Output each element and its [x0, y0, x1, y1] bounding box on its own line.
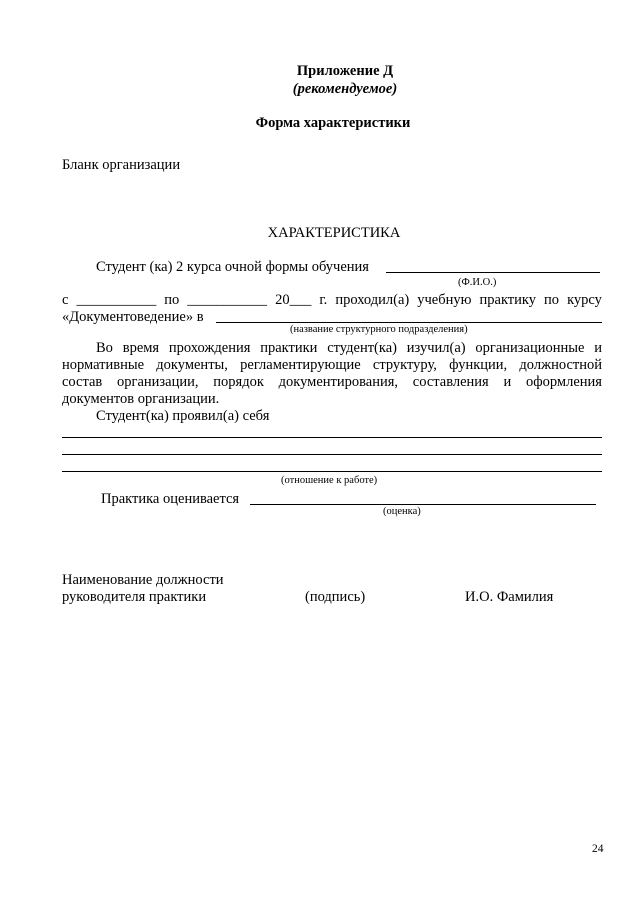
attitude-blank-line-3	[62, 471, 602, 472]
study-paragraph-line-2: нормативные документы, регламентирующие структуру, функции, должностной	[62, 357, 602, 373]
signature-hint: (подпись)	[305, 589, 366, 605]
position-label-line-2: руководителя практики	[62, 589, 207, 605]
name-hint: И.О. Фамилия	[465, 589, 554, 605]
study-paragraph-line-4: документов организации.	[62, 391, 220, 407]
showed-self-text: Студент(ка) проявил(а) себя	[96, 408, 270, 424]
attitude-blank-line-2	[62, 454, 602, 455]
recommended-label: (рекомендуемое)	[292, 81, 398, 97]
attitude-blank-line-1	[62, 437, 602, 438]
unit-blank-line	[216, 322, 602, 323]
grade-text: Практика оценивается	[101, 491, 240, 507]
study-paragraph-line-1: Во время прохождения практики студент(ка) изучил(а) организационные и	[96, 340, 602, 356]
fio-hint: (Ф.И.О.)	[458, 277, 497, 288]
form-title: Форма характеристики	[255, 115, 411, 131]
page-number: 24	[592, 843, 604, 855]
course-text: «Документоведение» в	[62, 309, 204, 325]
grade-blank-line	[250, 504, 596, 505]
attitude-hint: (отношение к работе)	[281, 475, 378, 486]
org-blank-label: Бланк организации	[62, 157, 181, 173]
study-paragraph-line-3: состав организации, порядок документирования, составления и оформления	[62, 374, 602, 390]
position-label-line-1: Наименование должности	[62, 572, 224, 588]
grade-hint: (оценка)	[383, 506, 421, 517]
document-title: ХАРАКТЕРИСТИКА	[267, 225, 401, 241]
fio-blank-line	[386, 272, 600, 273]
practice-period-line: с ___________ по ___________ 20___ г. проходил(а) учебную практику по курсу	[62, 292, 602, 308]
appendix-label: Приложение Д	[296, 63, 394, 79]
unit-hint: (название структурного подразделения)	[290, 324, 468, 335]
student-course-text: Студент (ка) 2 курса очной формы обучения	[96, 259, 369, 275]
